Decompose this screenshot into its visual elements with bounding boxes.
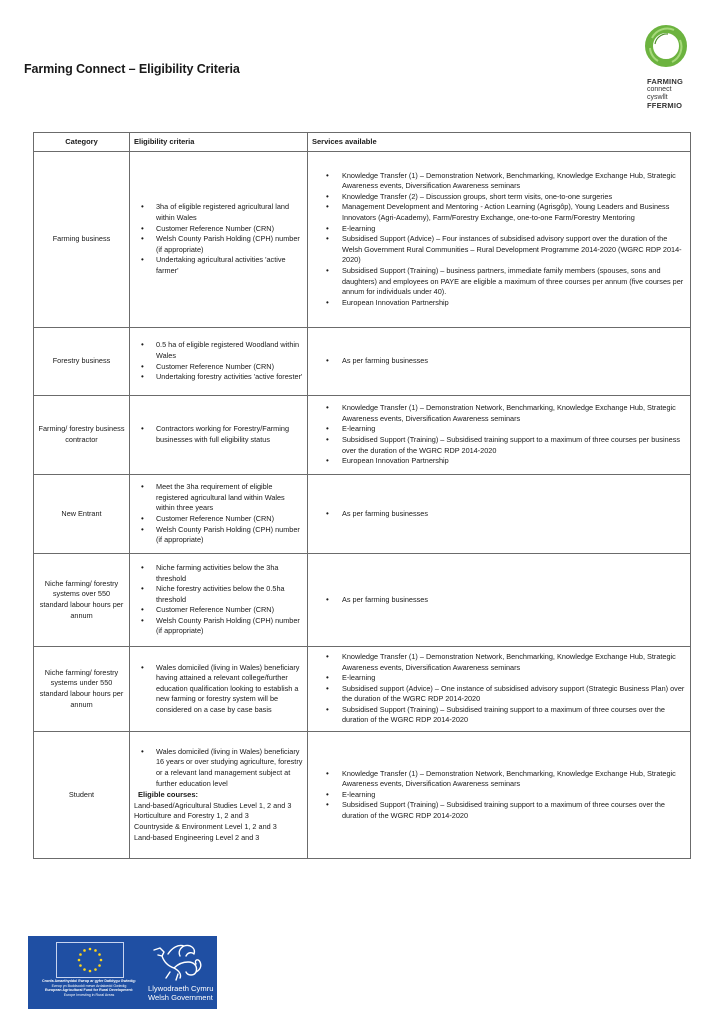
criteria-item: • Contractors working for Forestry/Farming businesses with full eligibility status: [156, 424, 303, 445]
eligibility-table: [33, 132, 691, 859]
services-list: [312, 652, 686, 726]
header-category: Category: [34, 133, 130, 152]
eligible-courses-title: Eligible courses:: [138, 790, 199, 800]
criteria-item: • Welsh County Parish Holding (CPH) number (if appropriate): [156, 234, 303, 255]
eligible-course: Land-based/Agricultural Studies Level 1, 2 and 3: [134, 800, 292, 810]
welsh-dragon-icon: [148, 940, 206, 982]
services-cell: [308, 328, 691, 396]
eu-star: [94, 949, 97, 952]
services-list: [312, 171, 686, 309]
criteria-item: • Customer Reference Number (CRN): [156, 605, 303, 616]
criteria-list: [134, 202, 303, 276]
criteria-item: • Wales domiciled (living in Wales) beneficiary having attained a relevant college/further education qualification looking to establish a new farming or forestry system will be considered on a case by case basis: [156, 663, 303, 716]
service-item: • European Innovation Partnership: [342, 456, 686, 467]
criteria-item: • 0.5 ha of eligible registered Woodland within Wales: [156, 340, 303, 361]
service-item: • Subsidised Support (Training) – Subsidised training support to a maximum of three courses per business over the duration of the WGRC RDP 2014-2020: [342, 435, 686, 456]
wg-text-welsh: Llywodraeth Cymru: [148, 984, 214, 993]
table-row: [34, 328, 691, 396]
logo-line-cyswllt: cyswllt: [647, 94, 668, 101]
category-cell: Niche farming/ forestry systems over 550 standard labour hours per annum: [34, 554, 130, 647]
category-cell: New Entrant: [34, 475, 130, 554]
eu-text-line1: Cronfa Amaethyddol Ewrop ar gyfer Datblygu Gwledig:: [42, 979, 136, 983]
service-item: • E-learning: [342, 673, 686, 684]
services-cell: [308, 152, 691, 328]
eu-star: [79, 953, 82, 956]
header-services-available: Services available: [308, 133, 691, 152]
services-cell: [308, 475, 691, 554]
eligible-course: Countryside & Environment Level 1, 2 and 3: [134, 821, 277, 831]
service-item: • Subsidised Support (Training) – business partners, immediate family members (spouses, sons and daughters) and employees on PAYE are eligible a maximum of three courses per annum (five courses per annum for individuals under 40).: [342, 266, 686, 298]
category-cell: Student: [34, 732, 130, 859]
criteria-cell: [130, 554, 308, 647]
criteria-item: • Undertaking forestry activities 'active forester': [156, 372, 303, 383]
table-row: [34, 152, 691, 328]
category-cell: Farming/ forestry business contractor: [34, 396, 130, 475]
criteria-item: • Customer Reference Number (CRN): [156, 224, 303, 235]
service-item: • Management Development and Mentoring - Action Learning (Agrisgôp), Young Leaders and Business Innovators (Agri-Academy), Farm/Forestry Exchange, one-to-one Farm/Forestry Mentoring: [342, 202, 686, 223]
table-header-row: [34, 133, 691, 152]
eu-star: [89, 970, 92, 973]
criteria-cell: [130, 396, 308, 475]
eu-star: [94, 968, 97, 971]
services-list: [312, 509, 686, 520]
criteria-list: [134, 747, 303, 789]
services-cell: [308, 647, 691, 732]
criteria-list: [134, 563, 303, 637]
welsh-government-text: [148, 984, 214, 1002]
criteria-item: • Welsh County Parish Holding (CPH) number (if appropriate): [156, 616, 303, 637]
eu-text-line3: European Agricultural Fund for Rural Development:: [44, 988, 134, 993]
services-list: [312, 356, 686, 367]
criteria-cell: [130, 152, 308, 328]
criteria-list: [134, 663, 303, 716]
service-item: • As per farming businesses: [342, 509, 686, 520]
service-item: • European Innovation Partnership: [342, 298, 686, 309]
eu-star: [83, 949, 86, 952]
criteria-item: • Customer Reference Number (CRN): [156, 362, 303, 373]
eligible-course: Land-based Engineering Level 2 and 3: [134, 832, 260, 842]
services-list: [312, 595, 686, 606]
criteria-list: [134, 482, 303, 546]
services-cell: [308, 732, 691, 859]
table-row: [34, 647, 691, 732]
criteria-cell: [130, 732, 308, 859]
eu-star: [78, 959, 81, 962]
service-item: • Knowledge Transfer (1) – Demonstration Network, Benchmarking, Knowledge Exchange Hub, Strategic Awareness events, Diversification Awareness seminars: [342, 403, 686, 424]
service-item: • E-learning: [342, 790, 686, 801]
service-item: • As per farming businesses: [342, 356, 686, 367]
table-row: [34, 554, 691, 647]
criteria-item: • 3ha of eligible registered agricultural land within Wales: [156, 202, 303, 223]
table-row: [34, 475, 691, 554]
eligible-course: Horticulture and Forestry 1, 2 and 3: [134, 811, 249, 821]
eu-star: [89, 948, 92, 951]
service-item: • Knowledge Transfer (1) – Demonstration Network, Benchmarking, Knowledge Exchange Hub, Strategic Awareness events, Diversification Awareness seminars: [342, 652, 686, 673]
eu-star: [98, 964, 101, 967]
farming-connect-ring-icon: [644, 24, 688, 68]
eu-text-line4: Europe Investing in Rural Areas: [63, 992, 115, 997]
farming-connect-logo: [640, 20, 700, 120]
table-row: [34, 732, 691, 859]
eu-fund-text: [30, 979, 148, 997]
table-row: [34, 396, 691, 475]
services-list: [312, 403, 686, 467]
services-cell: [308, 396, 691, 475]
service-item: • Subsidised Support (Training) – Subsidised training support to a maximum of three courses over the duration of the WGRC RDP 2014-2020: [342, 705, 686, 726]
wg-text-english: Welsh Government: [148, 993, 213, 1002]
eu-star: [83, 968, 86, 971]
service-item: • Knowledge Transfer (1) – Demonstration Network, Benchmarking, Knowledge Exchange Hub, Strategic Awareness events, Diversification Awareness seminars: [342, 171, 686, 192]
header-eligibility-criteria: Eligibility criteria: [130, 133, 308, 152]
services-cell: [308, 554, 691, 647]
service-item: • Knowledge Transfer (2) – Discussion groups, short term visits, one-to-one surgeries: [342, 192, 686, 203]
category-cell: Niche farming/ forestry systems under 550 standard labour hours per annum: [34, 647, 130, 732]
eu-flag-icon: [56, 942, 124, 978]
criteria-item: • Niche forestry activities below the 0.5ha threshold: [156, 584, 303, 605]
criteria-item: • Welsh County Parish Holding (CPH) number (if appropriate): [156, 525, 303, 546]
criteria-list: [134, 424, 303, 445]
service-item: • As per farming businesses: [342, 595, 686, 606]
service-item: • E-learning: [342, 224, 686, 235]
criteria-cell: [130, 328, 308, 396]
eu-star: [79, 964, 82, 967]
eu-text-line2: Ewrop yn Buddsoddi mewn Ardaloedd Gwledig: [51, 983, 127, 988]
eu-star: [98, 953, 101, 956]
service-item: • Subsidised Support (Advice) – Four instances of subsidised advisory support over the duration of the Welsh Government Rural Communities – Rural Development Programme 2014-2020 (WGRC RDP 2014-2020): [342, 234, 686, 266]
criteria-item: • Meet the 3ha requirement of eligible registered agricultural land within Wales within three years: [156, 482, 303, 514]
category-cell: Forestry business: [34, 328, 130, 396]
service-item: • Subsidised support (Advice) – One instance of subsidised advisory support (Strategic Business Plan) over the duration of the WGRC RDP 2014-2020: [342, 684, 686, 705]
criteria-item: • Customer Reference Number (CRN): [156, 514, 303, 525]
criteria-item: • Niche farming activities below the 3ha threshold: [156, 563, 303, 584]
page-title: Farming Connect – Eligibility Criteria: [24, 62, 240, 76]
funding-banner: [28, 936, 217, 1009]
criteria-item: • Undertaking agricultural activities 'active farmer': [156, 255, 303, 276]
eu-star: [100, 959, 103, 962]
service-item: • Subsidised Support (Training) – Subsidised training support to a maximum of three courses over the duration of the WGRC RDP 2014-2020: [342, 800, 686, 821]
criteria-cell: [130, 647, 308, 732]
logo-line-connect: connect: [647, 86, 672, 93]
criteria-list: [134, 340, 303, 382]
logo-line-farming: FARMING: [647, 77, 683, 86]
service-item: • E-learning: [342, 424, 686, 435]
criteria-item: • Wales domiciled (living in Wales) beneficiary 16 years or over studying agriculture, forestry or a relevant land management subject at further education level: [156, 747, 303, 789]
service-item: • Knowledge Transfer (1) – Demonstration Network, Benchmarking, Knowledge Exchange Hub, Strategic Awareness events, Diversification Awareness seminars: [342, 769, 686, 790]
services-list: [312, 769, 686, 822]
criteria-cell: [130, 475, 308, 554]
logo-line-ffermio: FFERMIO: [647, 101, 683, 110]
category-cell: Farming business: [34, 152, 130, 328]
